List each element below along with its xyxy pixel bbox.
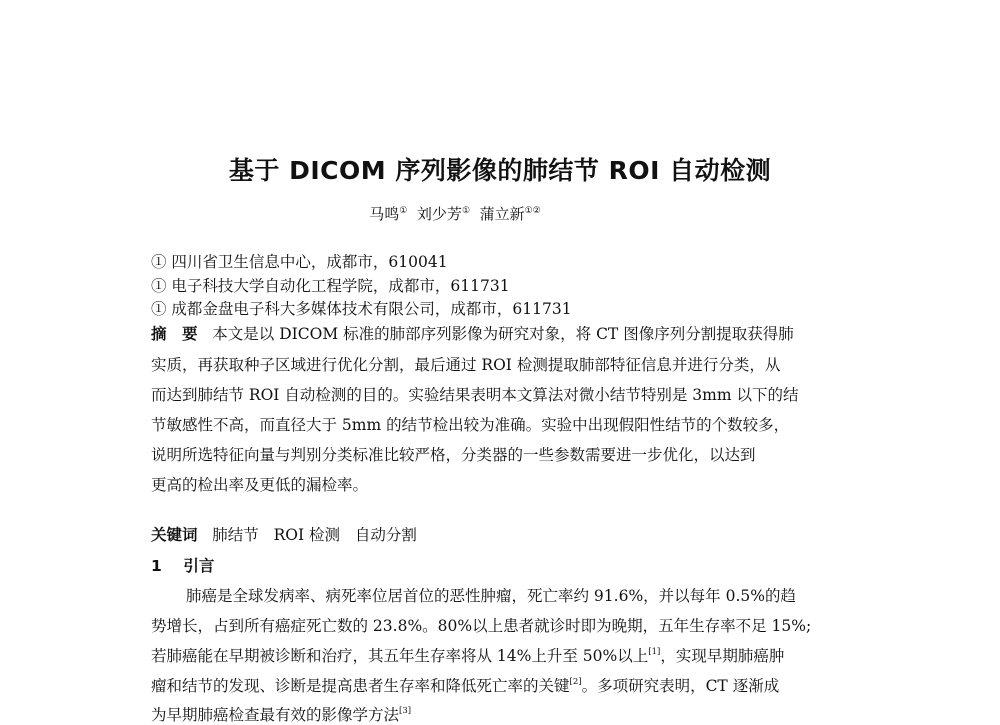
keyword: 自动分割: [354, 526, 417, 544]
section-title: 引言: [183, 557, 215, 575]
author-list: [0, 203, 910, 224]
section-heading: [151, 554, 214, 576]
keywords-label: 关键词: [151, 526, 198, 544]
keyword: ROI 检测: [273, 526, 341, 544]
body-line: 为早期肺癌检查最有效的影像学方法[3]: [151, 706, 412, 724]
citation-ref: [1]: [648, 647, 661, 657]
author-name: 刘少芳: [416, 205, 462, 223]
abstract-label: 摘 要: [151, 325, 198, 343]
keywords: [151, 523, 417, 545]
body-line: 势增长，占到所有癌症死亡数的 23.8%。80%以上患者就诊时即为晚期，五年生存率不足 15%;: [151, 617, 812, 635]
body-line: 肺癌是全球发病率、病死率位居首位的恶性肿瘤，死亡率约 91.6%，并以每年 0.5%的趋: [186, 587, 796, 605]
paper-title: 基于 DICOM 序列影像的肺结节 ROI 自动检测: [228, 156, 772, 185]
author-affiliation-mark: ①②: [524, 206, 541, 216]
citation-ref: [2]: [569, 677, 582, 687]
affiliation: ① 电子科技大学自动化工程学院，成都市，611731: [151, 277, 510, 295]
abstract-line: 说明所选特征向量与判别分类标准比较严格，分类器的一些参数需要进一步优化，以达到: [151, 446, 756, 464]
abstract-line: 而达到肺结节 ROI 自动检测的目的。实验结果表明本文算法对微小结节特别是 3mm 以下的结: [151, 386, 799, 404]
keyword: 肺结节: [212, 526, 259, 544]
citation-ref: [3]: [399, 706, 412, 716]
author-name: 马鸣: [369, 205, 400, 223]
body-line: 瘤和结节的发现、诊断是提高患者生存率和降低死亡率的关键[2]。多项研究表明，CT 逐渐成: [151, 677, 780, 695]
affiliation: ① 四川省卫生信息中心，成都市，610041: [151, 253, 448, 271]
abstract-line: 实质，再获取种子区域进行优化分割，最后通过 ROI 检测提取肺部特征信息并进行分类，从: [151, 356, 781, 374]
abstract-line: 更高的检出率及更低的漏检率。: [151, 476, 369, 494]
affiliation: ① 成都金盘电子科大多媒体技术有限公司，成都市，611731: [151, 300, 572, 318]
author-affiliation-mark: ①: [461, 206, 471, 216]
body-line: 若肺癌能在早期被诊断和治疗，其五年生存率将从 14%上升至 50%以上[1]，实现早期肺癌肿: [151, 647, 785, 665]
author-name: 蒲立新: [479, 205, 525, 223]
section-number: 1: [151, 557, 162, 575]
abstract-line: 节敏感性不高，而直径大于 5mm 的结节检出较为准确。实验中出现假阳性结节的个数较多，: [151, 416, 790, 434]
author-affiliation-mark: ①: [399, 206, 408, 216]
abstract-line: 本文是以 DICOM 标准的肺部序列影像为研究对象，将 CT 图像序列分割提取获得肺: [212, 325, 794, 343]
